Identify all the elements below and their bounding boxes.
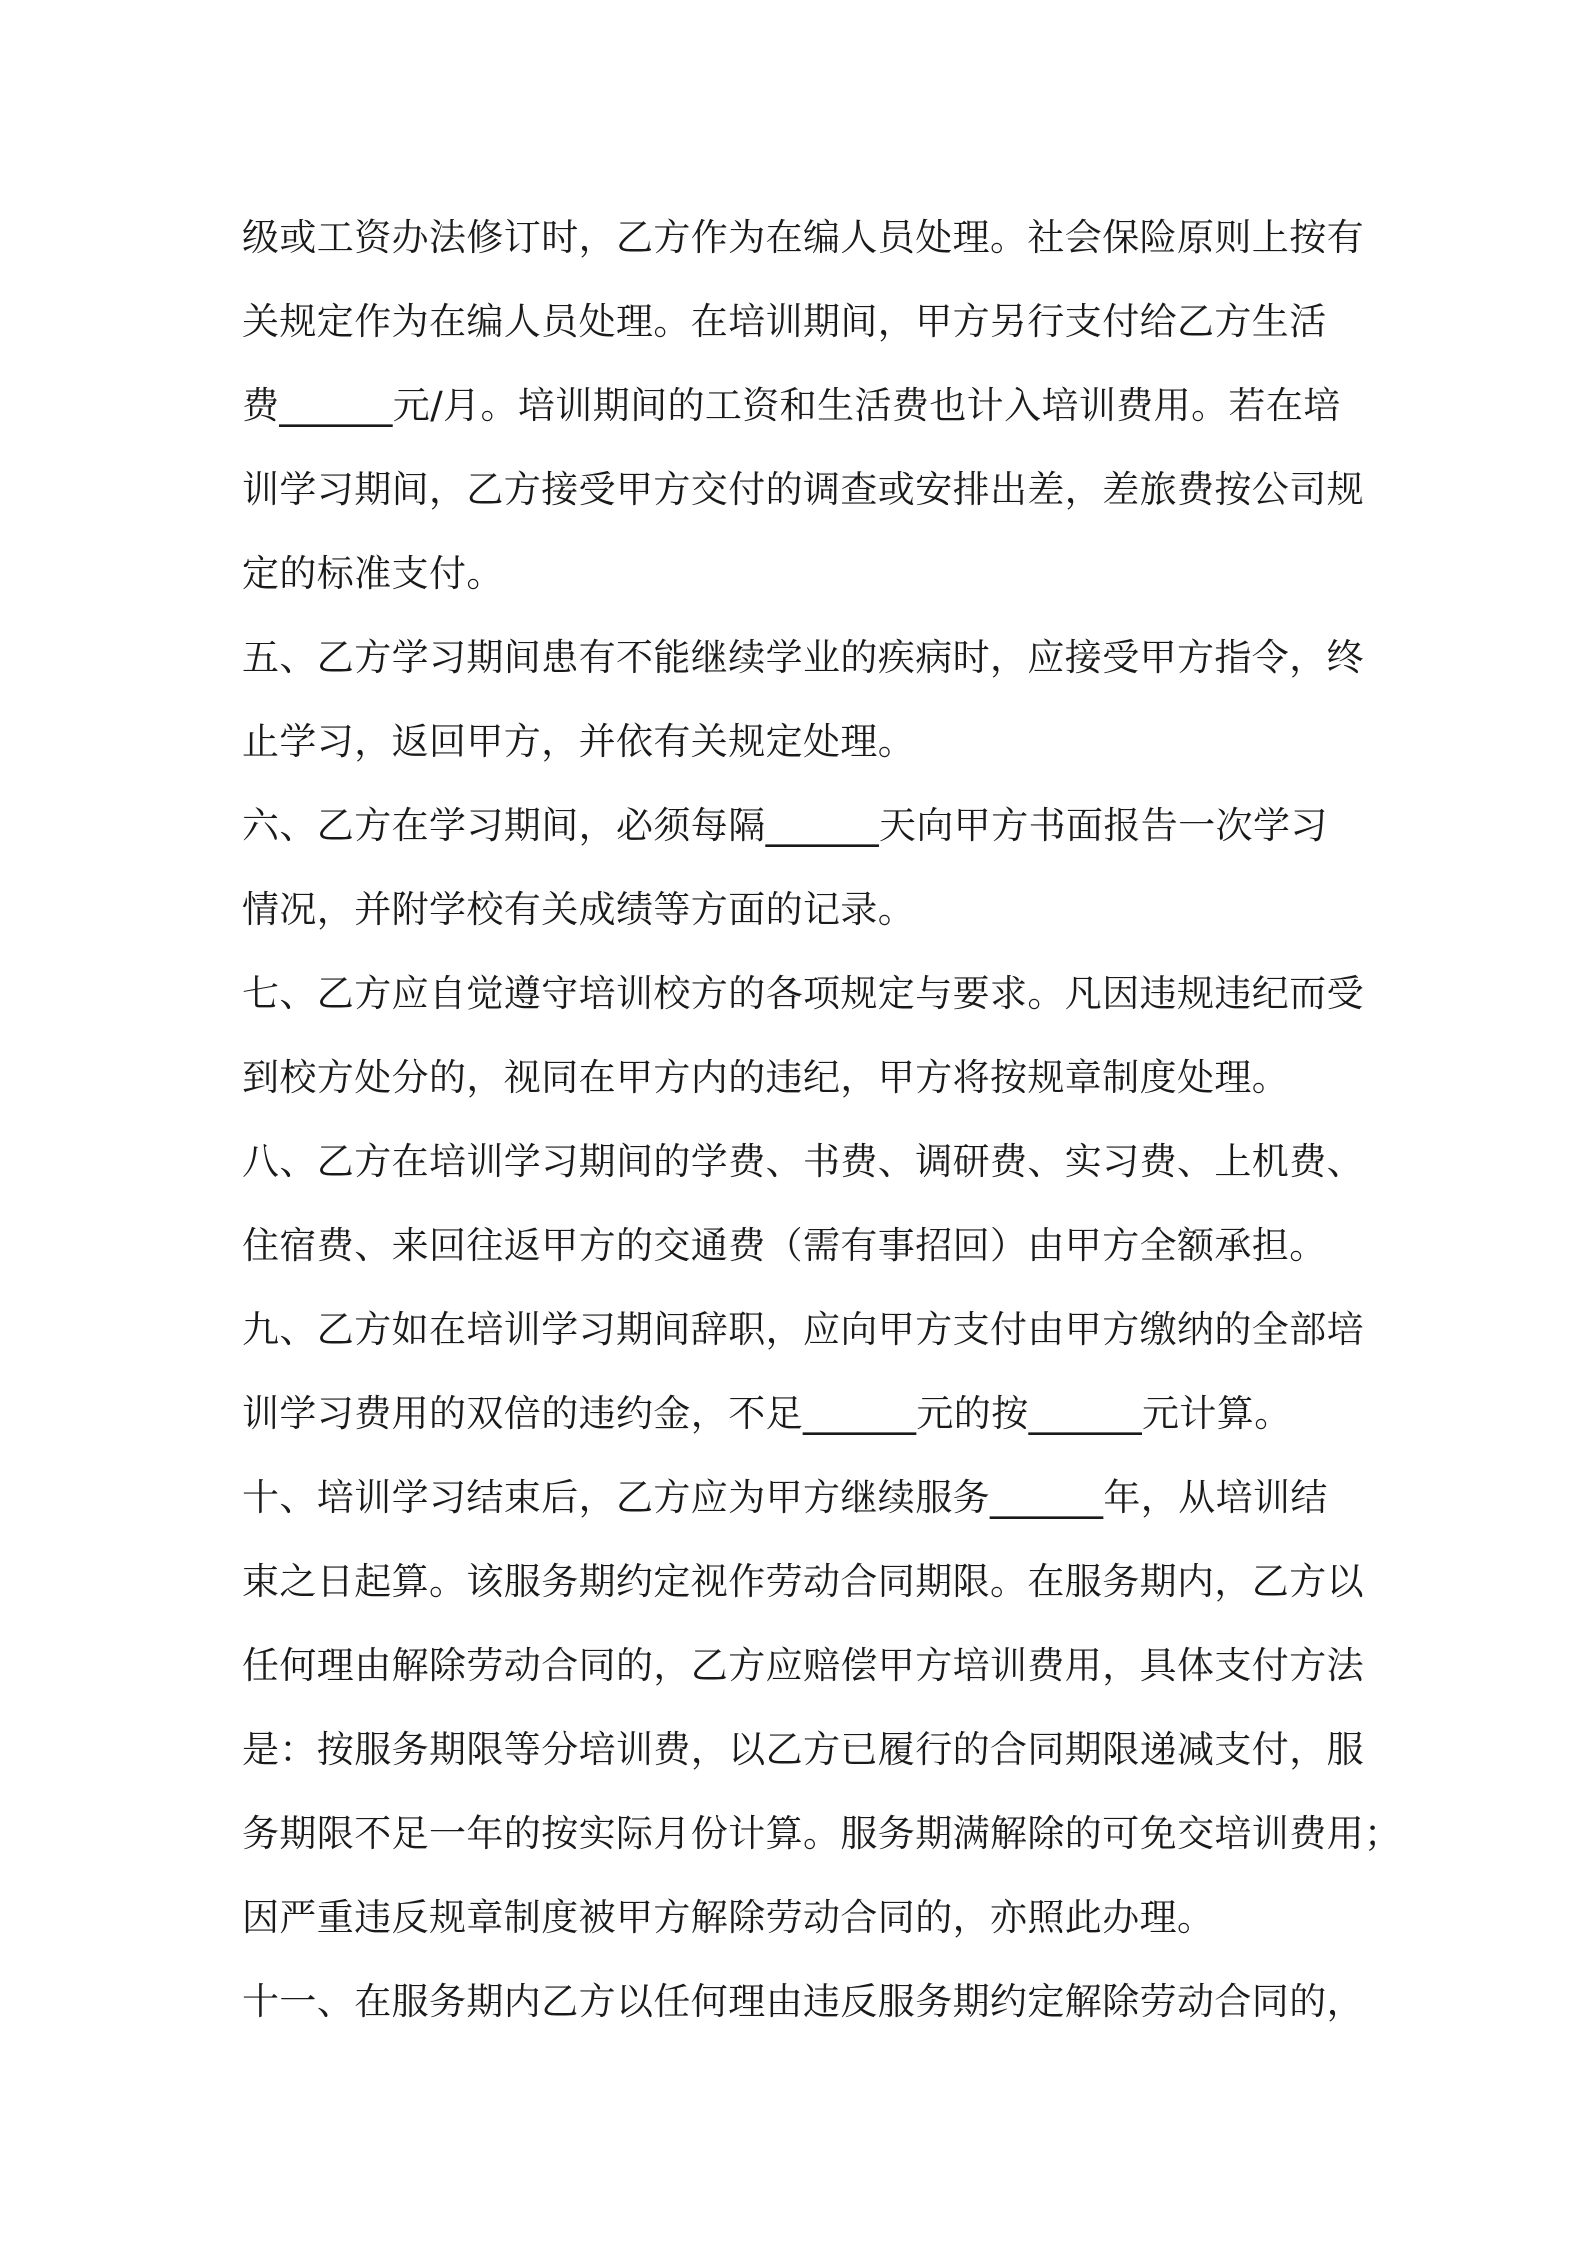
text-line: 任何理由解除劳动合同的，乙方应赔偿甲方培训费用，具体支付方法 [242, 1644, 1364, 1687]
paragraph-clause-9 [242, 1288, 1364, 1456]
text-line: 因严重违反规章制度被甲方解除劳动合同的，亦照此办理。 [242, 1896, 1215, 1939]
document-body [242, 196, 1402, 2044]
paragraph-clause-6 [242, 784, 1352, 952]
text-line: 级或工资办法修订时，乙方作为在编人员处理。社会保险原则上按有 [242, 216, 1364, 259]
text-line: 七、乙方应自觉遵守培训校方的各项规定与要求。凡因违规违纪而受 [242, 972, 1364, 1015]
paragraph-clause-7 [242, 952, 1364, 1120]
text-line: 关规定作为在编人员处理。在培训期间，甲方另行支付给乙方生活 [242, 300, 1327, 343]
text-line: 到校方处分的，视同在甲方内的违纪，甲方将按规章制度处理。 [242, 1056, 1290, 1099]
text-line: 住宿费、来回往返甲方的交通费（需有事招回）由甲方全额承担。 [242, 1224, 1327, 1267]
text-line: 十、培训学习结束后，乙方应为甲方继续服务______年，从培训结 [242, 1476, 1328, 1519]
text-line: 费______元/月。培训期间的工资和生活费也计入培训费用。若在培 [242, 384, 1341, 427]
text-line: 是：按服务期限等分培训费，以乙方已履行的合同期限递减支付，服 [242, 1728, 1364, 1771]
paragraph-clause-10 [242, 1456, 1402, 1960]
text-line: 九、乙方如在培训学习期间辞职，应向甲方支付由甲方缴纳的全部培 [242, 1308, 1364, 1351]
text-line: 六、乙方在学习期间，必须每隔______天向甲方书面报告一次学习 [242, 804, 1328, 847]
text-line: 五、乙方学习期间患有不能继续学业的疾病时，应接受甲方指令，终 [242, 636, 1364, 679]
text-line: 束之日起算。该服务期约定视作劳动合同期限。在服务期内，乙方以 [242, 1560, 1364, 1603]
paragraph-continued-clause [242, 196, 1364, 616]
paragraph-clause-5 [242, 616, 1364, 784]
text-line: 止学习，返回甲方，并依有关规定处理。 [242, 720, 916, 763]
text-line: 务期限不足一年的按实际月份计算。服务期满解除的可免交培训费用； [242, 1812, 1402, 1855]
text-line: 训学习期间，乙方接受甲方交付的调查或安排出差，差旅费按公司规 [242, 468, 1364, 511]
text-line: 八、乙方在培训学习期间的学费、书费、调研费、实习费、上机费、 [242, 1140, 1364, 1183]
text-line: 情况，并附学校有关成绩等方面的记录。 [242, 888, 916, 931]
paragraph-clause-11 [242, 1960, 1364, 2044]
text-line: 训学习费用的双倍的违约金，不足______元的按______元计算。 [242, 1392, 1292, 1435]
text-line: 定的标准支付。 [242, 552, 504, 595]
text-line: 十一、在服务期内乙方以任何理由违反服务期约定解除劳动合同的， [242, 1980, 1364, 2023]
paragraph-clause-8 [242, 1120, 1364, 1288]
